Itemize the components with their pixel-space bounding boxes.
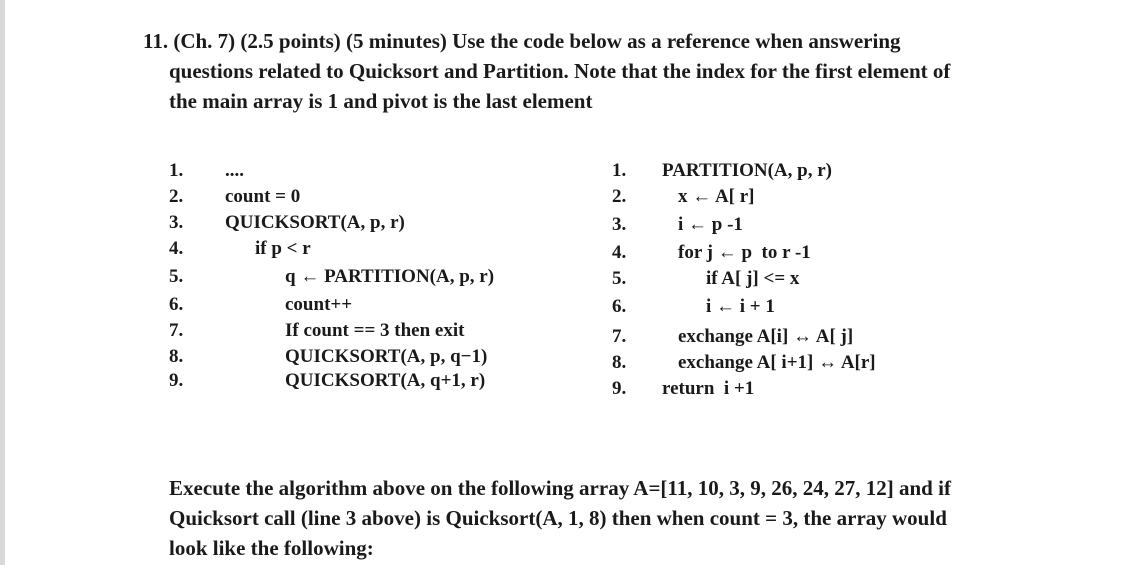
- line-number: 8.: [169, 346, 184, 367]
- quicksort-code-block: [169, 160, 589, 400]
- code-text: exchange A[i] ↔ A[ j]: [678, 326, 854, 347]
- code-text: if A[ j] <= x: [706, 268, 800, 289]
- page-border: [0, 0, 5, 565]
- code-text: if p < r: [255, 238, 311, 259]
- code-text: QUICKSORT(A, p, q−1): [285, 346, 488, 367]
- code-text: count++: [285, 294, 353, 315]
- question-text: [143, 26, 1043, 116]
- code-text: i ← i + 1: [706, 296, 775, 317]
- line-number: 4.: [612, 242, 627, 263]
- code-text: x ← A[ r]: [678, 186, 755, 207]
- line-number: 9.: [169, 370, 184, 391]
- code-text: count = 0: [225, 186, 301, 207]
- partition-code-block: [612, 160, 1032, 400]
- code-text: q ← PARTITION(A, p, r): [285, 266, 495, 287]
- line-number: 3.: [169, 212, 184, 233]
- line-number: 6.: [169, 294, 184, 315]
- code-text: return i +1: [662, 378, 755, 399]
- question-line-1: 11. (Ch. 7) (2.5 points) (5 minutes) Use the code below as a reference when answering: [143, 29, 901, 53]
- line-number: 6.: [612, 296, 627, 317]
- code-text: exchange A[ i+1] ↔ A[r]: [678, 352, 876, 373]
- code-text: If count == 3 then exit: [285, 320, 465, 341]
- line-number: 7.: [612, 326, 627, 347]
- code-text: PARTITION(A, p, r): [662, 160, 832, 181]
- question-line-2: questions related to Quicksort and Partition. Note that the index for the first element of: [169, 59, 951, 83]
- line-number: 2.: [612, 186, 627, 207]
- line-number: 5.: [169, 266, 184, 287]
- code-text: QUICKSORT(A, p, r): [225, 212, 405, 233]
- line-number: 4.: [169, 238, 184, 259]
- execute-line-2: Quicksort call (line 3 above) is Quicksort(A, 1, 8) then when count = 3, the array would: [169, 506, 947, 530]
- line-number: 1.: [169, 160, 184, 181]
- line-number: 2.: [169, 186, 184, 207]
- line-number: 8.: [612, 352, 627, 373]
- line-number: 9.: [612, 378, 627, 399]
- execute-instructions: [169, 473, 1069, 563]
- execute-line-3: look like the following:: [169, 536, 374, 560]
- execute-line-1: Execute the algorithm above on the following array A=[11, 10, 3, 9, 26, 24, 27, 12] and if: [169, 476, 951, 500]
- line-number: 3.: [612, 214, 627, 235]
- question-line-3: the main array is 1 and pivot is the last element: [169, 89, 593, 113]
- code-text: for j ← p to r -1: [678, 242, 811, 263]
- code-text: ....: [225, 160, 244, 181]
- line-number: 1.: [612, 160, 627, 181]
- code-text: QUICKSORT(A, q+1, r): [285, 370, 486, 391]
- code-text: i ← p -1: [678, 214, 743, 235]
- line-number: 5.: [612, 268, 627, 289]
- line-number: 7.: [169, 320, 184, 341]
